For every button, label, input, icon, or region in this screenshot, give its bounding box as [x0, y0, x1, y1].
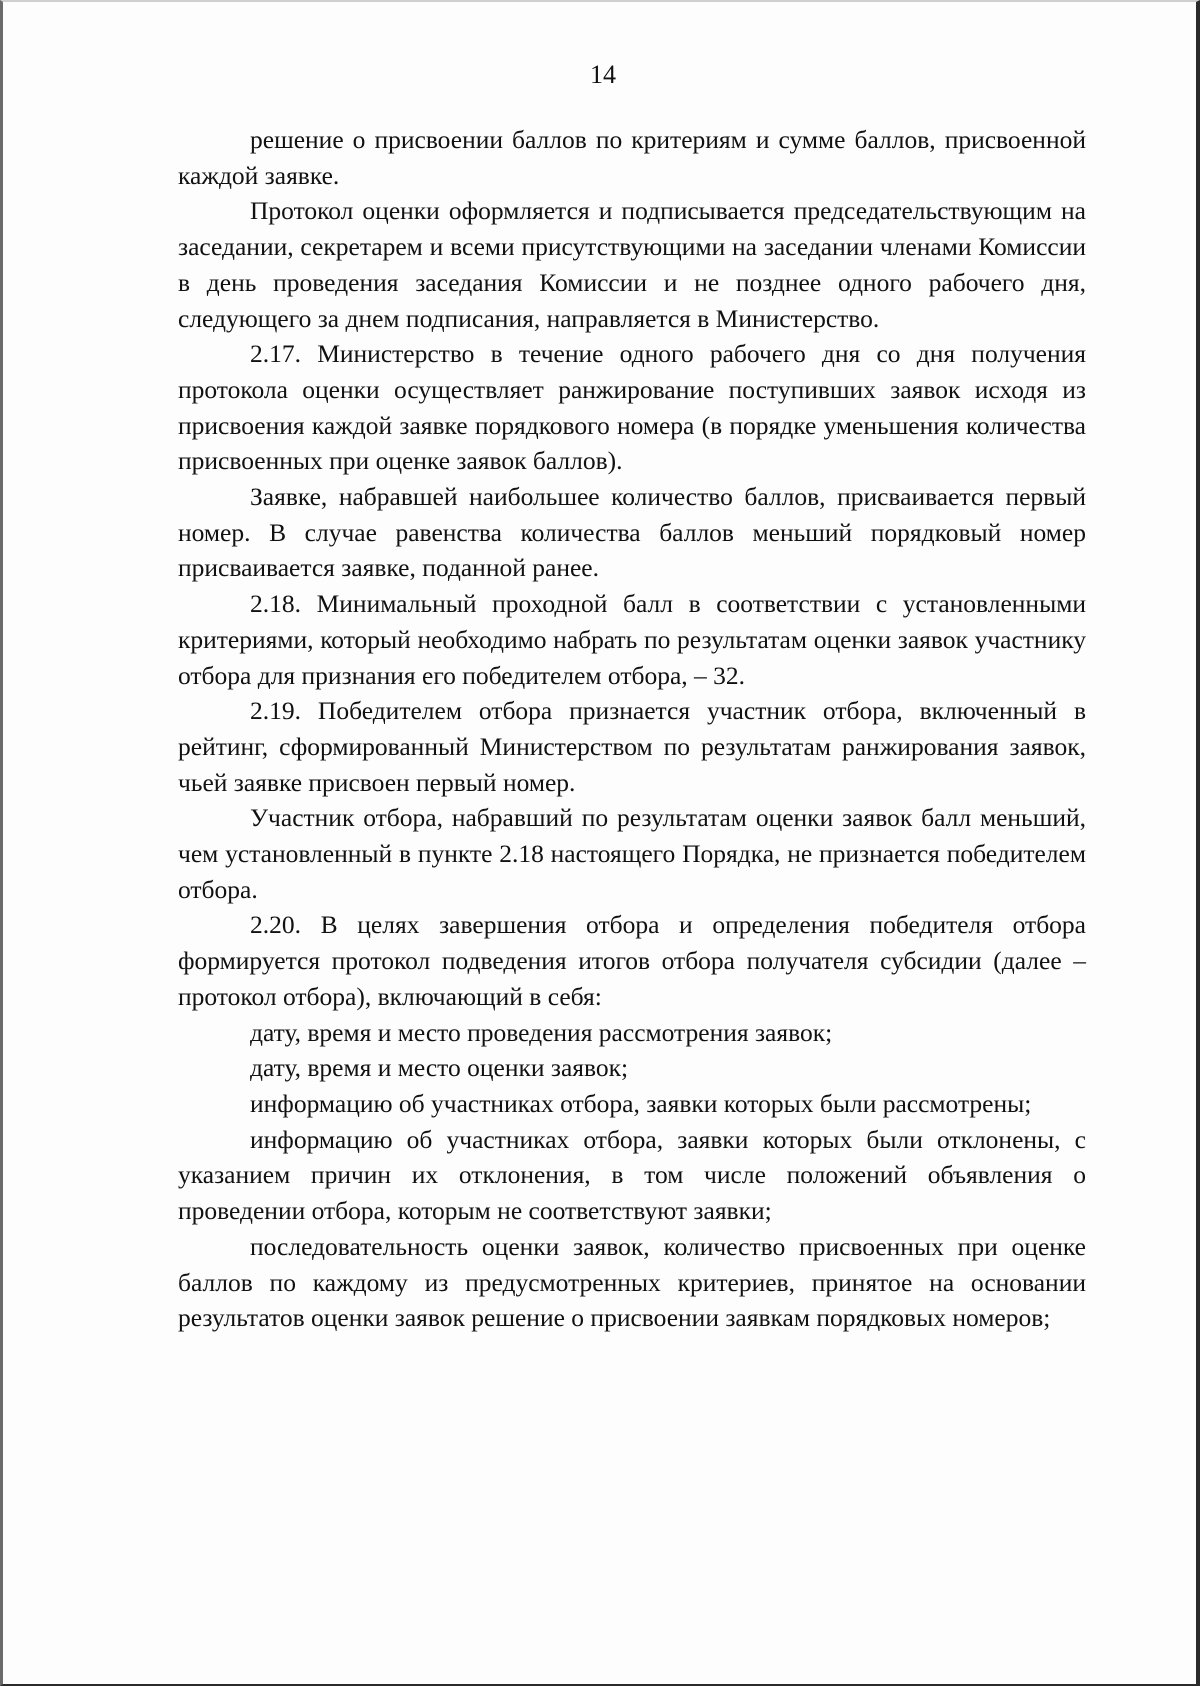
paragraph-2-18: 2.18. Минимальный проходной балл в соответствии с установленными критериями, который необходимо набрать по результатам оценки заявок участнику отбора для признания его победителем отбора, – 32. — [178, 589, 1086, 690]
list-item-evaluation-date: дату, время и место оценки заявок; — [250, 1053, 629, 1083]
paragraph-continuation: решение о присвоении баллов по критериям и сумме баллов, присвоенной каждой заявке. — [178, 125, 1086, 190]
list-item-review-date: дату, время и место проведения рассмотрения заявок; — [250, 1017, 833, 1047]
list-item-rejected-participants: информацию об участниках отбора, заявки которых были отклонены, с указанием причин их отклонения, в том числе положений объявления о проведении отбора, которым не соответствуют заявки; — [178, 1124, 1086, 1226]
paragraph-2-17: 2.17. Министерство в течение одного рабочего дня со дня получения протокола оценки осуществляет ранжирование поступивших заявок исходя из присвоения каждой заявке порядкового номера (в порядке уменьшения количества присвоенных при оценке заявок баллов). — [178, 339, 1086, 476]
paragraph-2-20: 2.20. В целях завершения отбора и определения победителя отбора формируется протокол подведения итогов отбора получателя субсидии (далее – протокол отбора), включающий в себя: — [178, 910, 1086, 1011]
paragraph-not-winner: Участник отбора, набравший по результатам оценки заявок балл меньший, чем установленный в пункте 2.18 настоящего Порядка, не признается победителем отбора. — [178, 803, 1086, 904]
paragraph-protocol-signing: Протокол оценки оформляется и подписывается председательствующим на заседании, секретарем и всеми присутствующими на заседании членами Комиссии в день проведения заседания Комиссии и не позднее одного рабочего дня, следующего за днем подписания, направляется в Министерство. — [178, 196, 1086, 333]
paragraph-2-19: 2.19. Победителем отбора признается участник отбора, включенный в рейтинг, сформированный Министерством по результатам ранжирования заявок, чьей заявке присвоен первый номер. — [178, 696, 1086, 797]
paragraph-first-number: Заявке, набравшей наибольшее количество баллов, присваивается первый номер. В случае равенства количества баллов меньший порядковый номер присваивается заявке, поданной ранее. — [178, 482, 1086, 583]
document-body — [178, 122, 1086, 1336]
list-item-reviewed-participants: информацию об участниках отбора, заявки которых были рассмотрены; — [250, 1088, 1032, 1118]
page-number: 14 — [590, 60, 616, 89]
list-item-evaluation-sequence: последовательность оценки заявок, количество присвоенных при оценке баллов по каждому из предусмотренных критериев, принятое на основании результатов оценки заявок решение о присвоении заявкам порядковых номеров; — [178, 1231, 1086, 1333]
